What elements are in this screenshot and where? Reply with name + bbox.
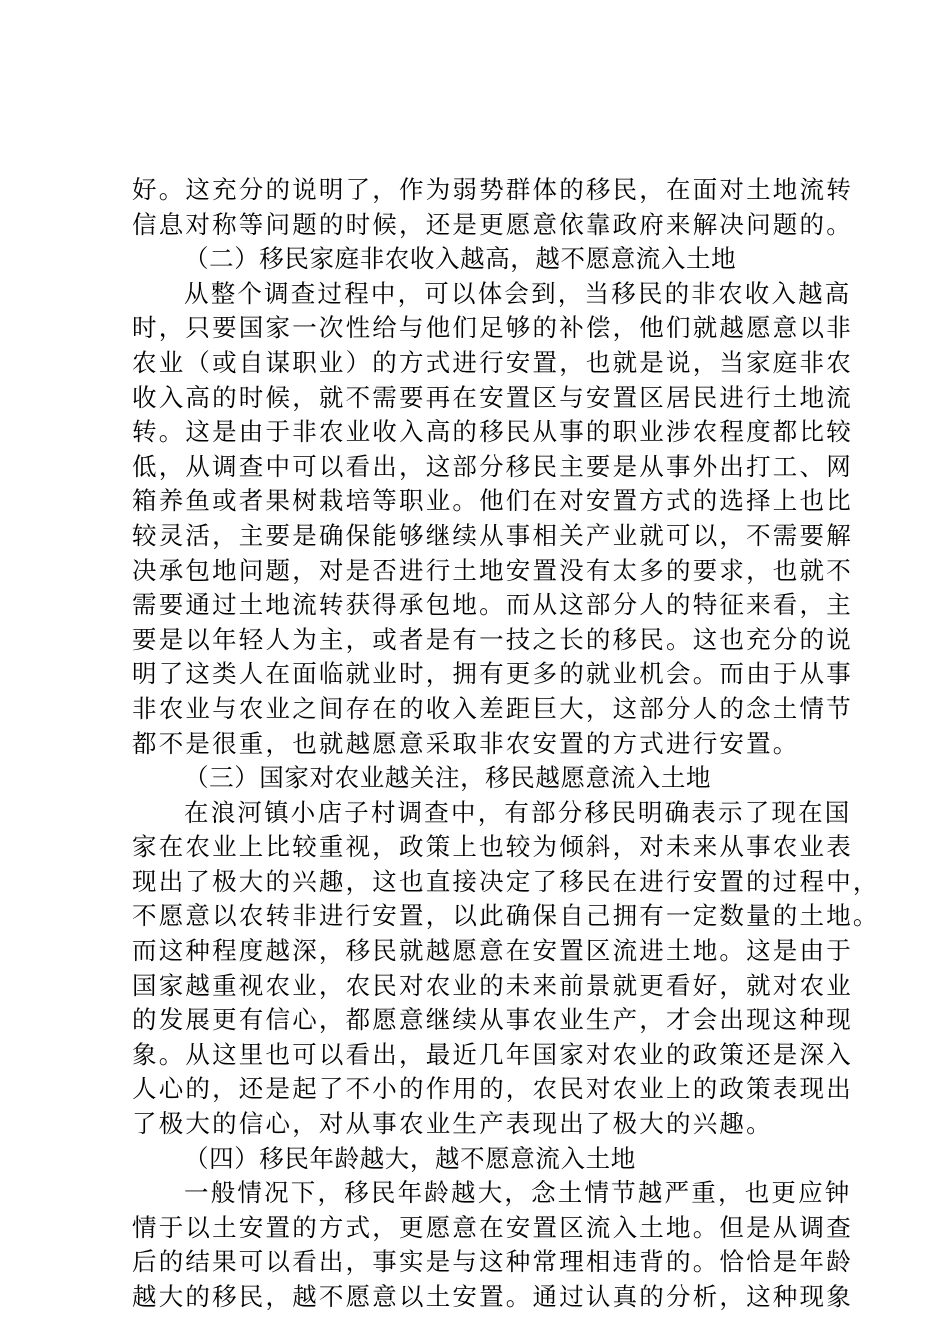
section-heading-3: （三）国家对农业越关注，移民越愿意流入土地 bbox=[184, 763, 712, 793]
paragraph-line: 都不是很重，也就越愿意采取非农安置的方式进行安置。 bbox=[132, 728, 800, 758]
paragraph-line: 非农业与农业之间存在的收入差距巨大，这部分人的念土情节 bbox=[132, 693, 853, 723]
paragraph-line: 时，只要国家一次性给与他们足够的补偿，他们就越愿意以非 bbox=[132, 313, 853, 343]
paragraph-line: 箱养鱼或者果树栽培等职业。他们在对安置方式的选择上也比 bbox=[132, 486, 853, 516]
paragraph-line: 现出了极大的兴趣，这也直接决定了移民在进行安置的过程中， bbox=[132, 866, 880, 896]
paragraph-line: 收入高的时候，就不需要再在安置区与安置区居民进行土地流 bbox=[132, 382, 853, 412]
section-heading-4: （四）移民年龄越大，越不愿意流入土地 bbox=[184, 1143, 636, 1173]
paragraph-line: 信息对称等问题的时候，还是更愿意依靠政府来解决问题的。 bbox=[132, 209, 853, 239]
paragraph-line: 低，从调查中可以看出，这部分移民主要是从事外出打工、网 bbox=[132, 451, 853, 481]
body-text bbox=[132, 173, 880, 1315]
paragraph-line: 国家越重视农业，农民对农业的未来前景就更看好，就对农业 bbox=[132, 970, 853, 1000]
paragraph-line: 越大的移民，越不愿意以土安置。通过认真的分析，这种现象 bbox=[132, 1282, 853, 1311]
paragraph-line: 象。从这里也可以看出，最近几年国家对农业的政策还是深入 bbox=[132, 1039, 853, 1069]
paragraph-line: 决承包地问题，对是否进行土地安置没有太多的要求，也就不 bbox=[132, 555, 853, 585]
paragraph-line: 明了这类人在面临就业时，拥有更多的就业机会。而由于从事 bbox=[132, 659, 853, 689]
paragraph-line: 人心的，还是起了不小的作用的，农民对农业上的政策表现出 bbox=[132, 1074, 853, 1104]
paragraph-line: 不愿意以农转非进行安置，以此确保自己拥有一定数量的土地。 bbox=[132, 901, 880, 931]
paragraph-line: 而这种程度越深，移民就越愿意在安置区流进土地。这是由于 bbox=[132, 936, 853, 966]
paragraph-line: 转。这是由于非农业收入高的移民从事的职业涉农程度都比较 bbox=[132, 417, 853, 447]
paragraph-line: 家在农业上比较重视，政策上也较为倾斜，对未来从事农业表 bbox=[132, 832, 853, 862]
paragraph-line: 要是以年轻人为主，或者是有一技之长的移民。这也充分的说 bbox=[132, 624, 853, 654]
paragraph-line: 好。这充分的说明了，作为弱势群体的移民，在面对土地流转 bbox=[132, 175, 853, 204]
paragraph-line: 情于以土安置的方式，更愿意在安置区流入土地。但是从调查 bbox=[132, 1212, 853, 1242]
paragraph-first-line: 一般情况下，移民年龄越大，念土情节越严重，也更应钟 bbox=[184, 1178, 852, 1208]
paragraph-first-line: 在浪河镇小店子村调查中，有部分移民明确表示了现在国 bbox=[184, 797, 852, 827]
paragraph-line: 了极大的信心，对从事农业生产表现出了极大的兴趣。 bbox=[132, 1109, 773, 1139]
paragraph-line: 农业（或自谋职业）的方式进行安置，也就是说，当家庭非农 bbox=[132, 347, 853, 377]
section-heading-2: （二）移民家庭非农收入越高，越不愿意流入土地 bbox=[184, 244, 737, 274]
paragraph-line: 需要通过土地流转获得承包地。而从这部分人的特征来看，主 bbox=[132, 590, 853, 620]
paragraph-first-line: 从整个调查过程中，可以体会到，当移民的非农收入越高 bbox=[184, 278, 852, 308]
paragraph-line: 较灵活，主要是确保能够继续从事相关产业就可以，不需要解 bbox=[132, 520, 853, 550]
paragraph-line: 后的结果可以看出，事实是与这种常理相违背的。恰恰是年龄 bbox=[132, 1247, 853, 1277]
paragraph-line: 的发展更有信心，都愿意继续从事农业生产，才会出现这种现 bbox=[132, 1005, 853, 1035]
